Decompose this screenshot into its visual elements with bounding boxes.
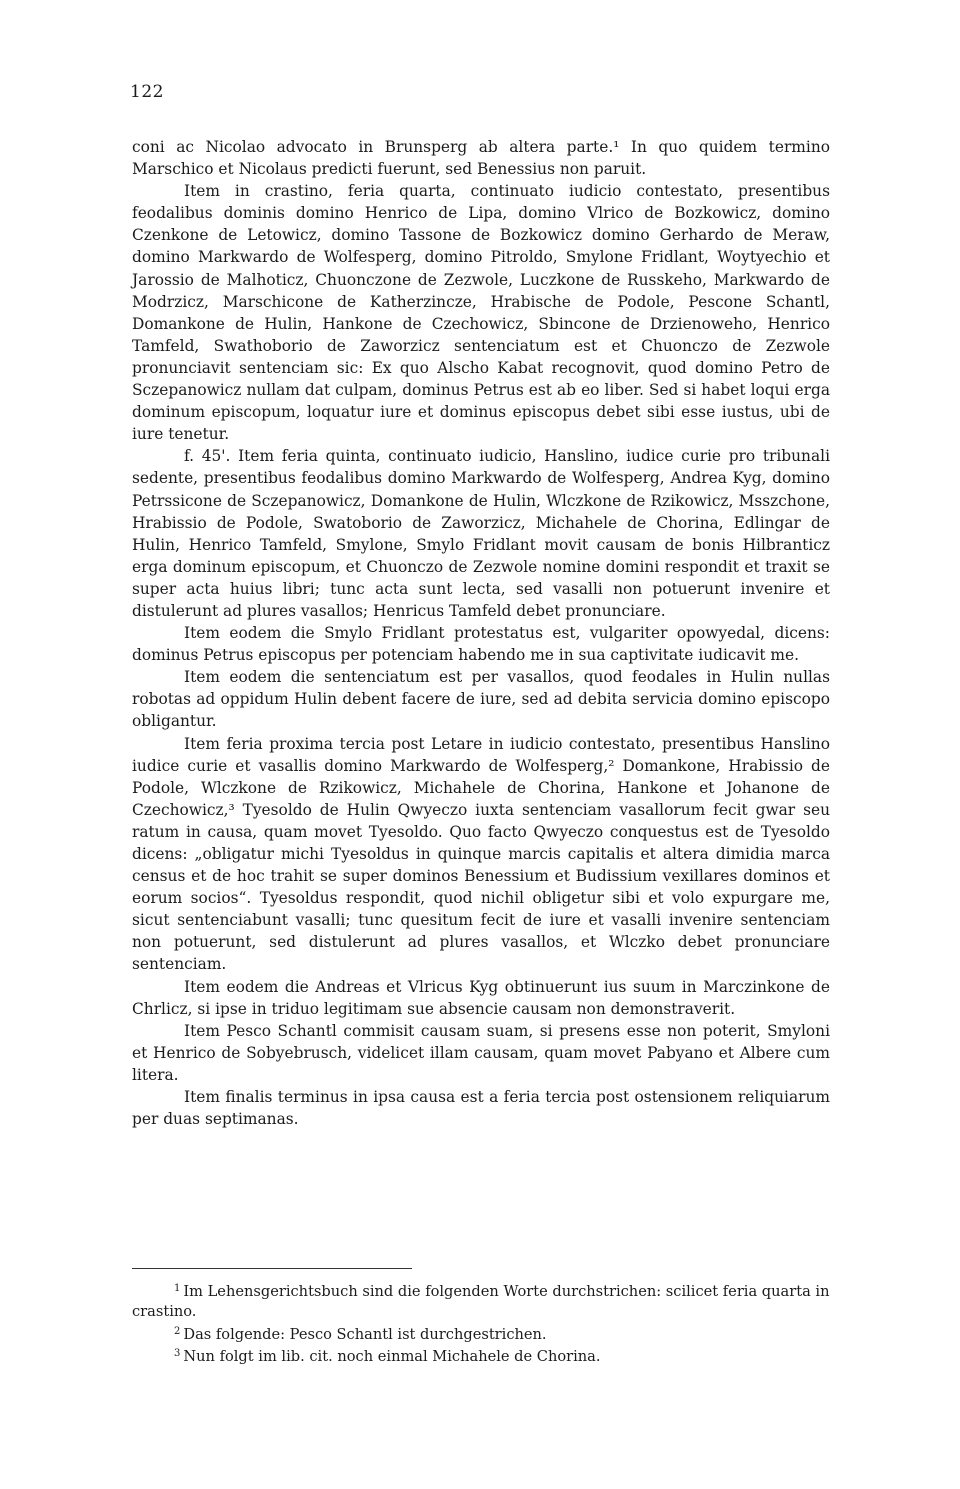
- paragraph: Item in crastino, feria quarta, continuato iudicio contestato, presentibus feodalibus dominis domino Henrico de Lipa, domino Vlrico de Bozkowicz, domino Czenkone de Letowicz, domino Tassone de Bozkowicz domino Gerhardo de Meraw, domino Markwardo de Wolfesperg, domino Pitroldo, Smylone Fridlant, Woytyechio et Jarossio de Malhoticz, Chuonczone de Zezwole, Luczkone de Russkeho, Markwardo de Modrzicz, Marschicone de Katherzincze, Hrabische de Podole, Pescone Schantl, Domankone de Hulin, Hankone de Czechowicz, Sbincone de Drzienoweho, Henrico Tamfeld, Swathoborio de Zaworzicz sentenciatum est et Chuonczo de Zezwole pronunciavit sentenciam sic: Ex quo Alscho Kabat recognovit, quod domino Petro de Sczepanowicz nullam dat culpam, dominus Petrus est ab eo liber. Sed si habet loqui erga dominum episcopum, loquatur iure et dominus episcopus debet sibi esse iustus, ubi de iure tenetur.: [132, 182, 830, 444]
- footnote-divider: [132, 1268, 412, 1269]
- footnotes: [132, 1279, 830, 1367]
- footnote-mark: 2: [174, 1325, 181, 1337]
- footnote-text: Das folgende: Pesco Schantl ist durchgestrichen.: [183, 1325, 547, 1343]
- paragraph: Item eodem die Andreas et Vlricus Kyg obtinuerunt ius suum in Marczinkone de Chrlicz, si ipse in triduo legitimam sue absencie causam non demonstraverit.: [132, 977, 830, 1018]
- paragraph: Item Pesco Schantl commisit causam suam, si presens esse non poterit, Smyloni et Henrico de Sobyebrusch, videlicet illam causam, quam movet Pabyano et Albere cum litera.: [132, 1021, 830, 1084]
- footnote: [132, 1344, 830, 1367]
- paragraph: coni ac Nicolao advocato in Brunsperg ab altera parte.¹ In quo quidem termino Marschico et Nicolaus predicti fuerunt, sed Benessius non paruit.: [132, 138, 830, 179]
- footnote: [132, 1322, 830, 1345]
- page-number: 122: [130, 82, 164, 102]
- footnote-text: Im Lehensgerichtsbuch sind die folgenden Worte durchstrichen: scilicet feria quarta in crastino.: [132, 1283, 830, 1320]
- paragraph: Item finalis terminus in ipsa causa est a feria tercia post ostensionem reliquiarum per duas septimanas.: [132, 1088, 830, 1129]
- paragraph: Item eodem die Smylo Fridlant protestatus est, vulgariter opowyedal, dicens: dominus Petrus episcopus per potenciam habendo me in sua captivitate iudicavit me.: [132, 624, 830, 665]
- paragraph: Item eodem die sentenciatum est per vasallos, quod feodales in Hulin nullas robotas ad oppidum Hulin debent facere de iure, sed ad debita servicia domino episcopo obligantur.: [132, 668, 830, 731]
- paragraph: Item feria proxima tercia post Letare in iudicio contestato, presentibus Hanslino iudice curie et vasallis domino Markwardo de Wolfesperg,² Domankone, Hrabissio de Podole, Wlczkone de Rzikowicz, Michahele de Chorina, Hankone et Johanone de Czechowicz,³ Tyesoldo de Hulin Qwyeczo iuxta sentenciam vasallorum fecit gwar seu ratum in causa, quam movet Tyesoldo. Quo facto Qwyeczo conquestus est de Tyesoldo dicens: „obligatur michi Tyesoldus in quinque marcis capitalis et altera dimidia marca census et de hoc trahit se super dominos Benessium et Budissium vexillares dominos et eorum socios“. Tyesoldus respondit, quod nichil obligetur sibi et volo expurgare me, sicut sentenciabunt vasalli; tunc quesitum fecit de iure et vasalli invenire sentenciam non potuerunt, sed distulerunt ad plures vasallos, et Wlczko debet pronunciare sentenciam.: [132, 734, 830, 974]
- footnote-text: Nun folgt im lib. cit. noch einmal Michahele de Chorina.: [183, 1348, 601, 1366]
- footnote: [132, 1279, 830, 1322]
- footnote-mark: 1: [174, 1283, 181, 1294]
- footnote-mark: 3: [174, 1348, 181, 1360]
- paragraph: f. 45'. Item feria quinta, continuato iudicio, Hanslino, iudice curie pro tribunali sedente, presentibus feodalibus domino Markwardo de Wolfesperg, Andrea Kyg, domino Petrssicone de Sczepanowicz, Domankone de Hulin, Wlczkone de Rzikowicz, Msszchone, Hrabissio de Podole, Swatoborio de Zaworzicz, Michahele de Chorina, Edlingar de Hulin, Henrico Tamfeld, Smylone, Smylo Fridlant movit causam de bonis Hilbranticz erga dominum episcopum, et Chuonczo de Zezwole nomine domini respondit et traxit se super acta huius libri; tunc acta sunt lecta, sed vasalli non potuerunt invenire et distulerunt ad plures vasallos; Henricus Tamfeld debet pronunciare.: [132, 447, 830, 620]
- main-text: [132, 136, 830, 1130]
